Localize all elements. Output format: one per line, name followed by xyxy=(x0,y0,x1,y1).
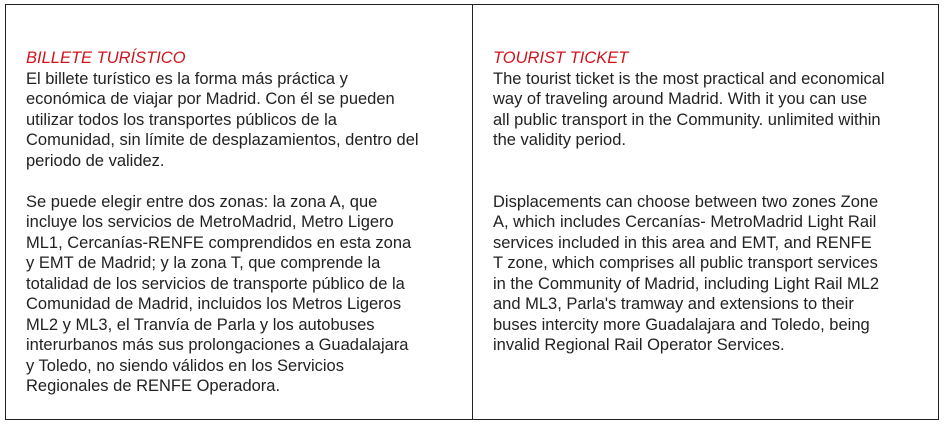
english-column xyxy=(473,5,938,419)
spanish-column xyxy=(6,5,473,419)
paragraph-spacer xyxy=(26,171,462,192)
paragraph-spacer xyxy=(493,151,928,192)
english-heading: TOURIST TICKET xyxy=(493,49,629,67)
english-paragraph-2: Displacements can choose between two zones Zone A, which includes Cercanías- MetroMadrid Light Rail services included in this area and EMT, and RENFE T zone, which comprises all public transport services in the Community of Madrid, including Light Rail ML2 and ML3, Parla's tramway and extensions to their buses intercity more Guadalajara and Toledo, being invalid Regional Rail Operator Services. xyxy=(493,192,880,354)
spanish-heading: BILLETE TURÍSTICO xyxy=(26,49,186,67)
spanish-paragraph-1: El billete turístico es la forma más práctica y económica de viajar por Madrid. Con él se pueden utilizar todos los transportes públicos de la Comunidad, sin límite de desplazamientos, dentro del periodo de validez. xyxy=(26,69,419,170)
spanish-paragraph-2: Se puede elegir entre dos zonas: la zona A, que incluye los servicios de MetroMadrid, Metro Ligero ML1, Cercanías-RENFE comprendidos en esta zona y EMT de Madrid; y la zona T, que comprende la totalidad de los servicios de transporte público de la Comunidad de Madrid, incluidos los Metros Ligeros ML2 y ML3, el Tranvía de Parla y los autobuses interurbanos más sus prolongaciones a Guadalajara y Toledo, no siendo válidos en los Servicios Regionales de RENFE Operadora. xyxy=(26,192,412,395)
english-paragraph-1: The tourist ticket is the most practical and economical way of traveling around Madrid. With it you can use all public transport in the Community. unlimited within the validity period. xyxy=(493,69,885,149)
bilingual-table xyxy=(5,4,939,420)
